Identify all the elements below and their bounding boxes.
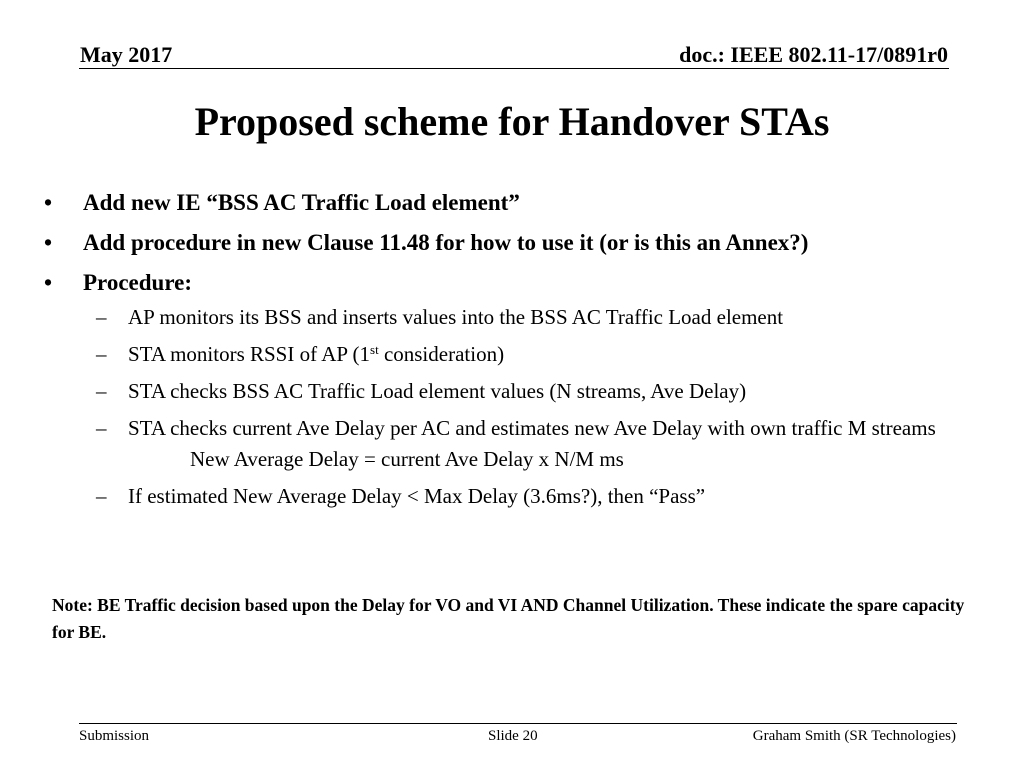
sub-bullet-marker: – (96, 305, 107, 329)
bullet-marker: • (44, 270, 53, 295)
sub-bullet-item (40, 376, 960, 407)
sub-bullet-marker: – (96, 416, 107, 440)
footer-slide-number: Slide 20 (488, 728, 538, 744)
sub-bullet-text: AP monitors its BSS and inserts values into the BSS AC Traffic Load element (128, 305, 784, 329)
bullet-text: Add procedure in new Clause 11.48 for how to use it (or is this an Annex?) (83, 230, 809, 255)
header-doc-id: doc.: IEEE 802.11-17/0891r0 (679, 42, 948, 67)
sub-bullet-text-start: STA monitors RSSI of AP (1 (128, 342, 371, 366)
header-date: May 2017 (80, 42, 173, 67)
bullet-list (40, 186, 960, 512)
bullet-marker: • (44, 190, 53, 215)
sub-bullet-text: STA checks current Ave Delay per AC and estimates new Ave Delay with own traffic M streams (128, 416, 936, 440)
note-text: Note: BE Traffic decision based upon the Delay for VO and VI AND Channel Utilization. These indicate the spare capacity for BE. (52, 595, 965, 642)
ordinal-superscript: st (370, 342, 379, 357)
sub-bullet-item (40, 413, 960, 475)
sub-bullet-text-end: consideration) (378, 342, 505, 366)
header-divider (79, 68, 949, 69)
bullet-text: Add new IE “BSS AC Traffic Load element” (83, 190, 520, 215)
slide-title: Proposed scheme for Handover STAs (194, 99, 830, 144)
bullet-item (40, 226, 960, 259)
footer-divider (79, 723, 957, 724)
footer-submission: Submission (79, 728, 150, 744)
sub-bullet-text: STA checks BSS AC Traffic Load element values (N streams, Ave Delay) (128, 379, 747, 403)
footer-author: Graham Smith (SR Technologies) (752, 728, 956, 744)
sub-bullet-marker: – (96, 484, 107, 508)
sub-bullet-item (40, 481, 960, 512)
sub-bullet-marker: – (96, 379, 107, 403)
bullet-item (40, 266, 960, 299)
bullet-text: Procedure: (83, 270, 193, 295)
bullet-item (40, 186, 960, 219)
sub-bullet-item (40, 302, 960, 333)
formula-text: New Average Delay = current Ave Delay x N/M ms (190, 447, 624, 471)
bullet-marker: • (44, 230, 53, 255)
sub-bullet-item (40, 339, 960, 370)
sub-bullet-text: If estimated New Average Delay < Max Delay (3.6ms?), then “Pass” (128, 484, 706, 508)
sub-bullet-marker: – (96, 342, 107, 366)
